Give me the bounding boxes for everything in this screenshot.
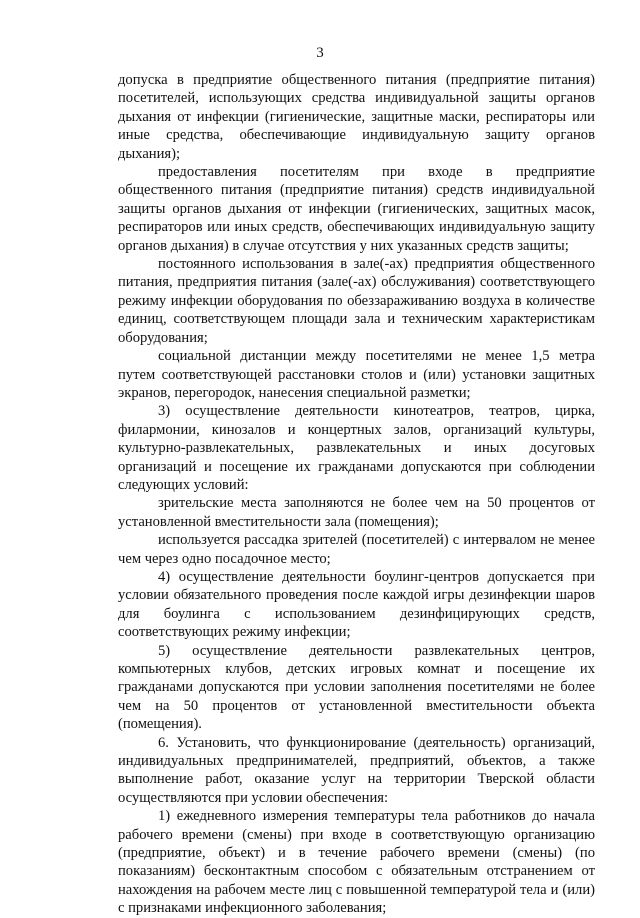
list-item-paragraph: 1) ежедневного измерения температуры тела работников до начала рабочего времени (смены) при входе в соответствующую организацию (предприятие, объект) и в течение рабочего времени (смены) (по показаниям) бесконтактным способом с обязательным отстранением от нахождения на рабочем месте лиц с повышенной температурой тела и (или) с признаками инфекционного заболевания; — [118, 808, 595, 917]
section-paragraph: 6. Установить, что функционирование (деятельность) организаций, индивидуальных предпринимателей, предприятий, объектов, а также выполнение работ, оказание услуг на территории Тверской области осуществляются при условии обеспечения: — [118, 734, 595, 806]
list-item-paragraph: 5) осуществление деятельности развлекательных центров, компьютерных клубов, детских игровых комнат и посещение их гражданами допускаются при условии заполнения посетителями не более чем на 50 процентов от установленной вместительности объекта (помещения). — [118, 642, 595, 733]
paragraph: зрительские места заполняются не более чем на 50 процентов от установленной вместительности зала (помещения); — [118, 495, 595, 530]
paragraph: допуска в предприятие общественного питания (предприятие питания) посетителей, использующих средства индивидуальной защиты органов дыхания от инфекции (гигиенические, защитные маски, респираторы или иные средства, обеспечивающие индивидуальную защиту органов дыхания); — [118, 72, 595, 162]
paragraph: предоставления посетителям при входе в предприятие общественного питания (предприятие питания) средств индивидуальной защиты органов дыхания от инфекции (гигиенических, защитных масок, респираторов или иных средств, обеспечивающих индивидуальную защиту органов дыхания) в случае отсутствия у них указанных средств защиты; — [118, 164, 595, 254]
paragraph: используется рассадка зрителей (посетителей) с интервалом не менее чем через одно посадочное место; — [118, 532, 595, 567]
list-item-paragraph: 4) осуществление деятельности боулинг-центров допускается при условии обязательного проведения после каждой игры дезинфекции шаров для боулинга с использованием дезинфицирующих средств, соответствующих режиму инфекции; — [118, 568, 595, 641]
paragraph: постоянного использования в зале(-ах) предприятия общественного питания, предприятия питания (зале(-ах) обслуживания) соответствующего режиму инфекции оборудования по обеззараживанию воздуха в количестве единиц, соответствующем площади зала и техническим характеристикам оборудования; — [118, 256, 595, 346]
page-number: 3 — [316, 45, 324, 61]
list-item-paragraph: 3) осуществление деятельности кинотеатров, театров, цирка, филармонии, кинозалов и концертных залов, организаций культуры, культурно-развлекательных, развлекательных и иных досуговых организаций и посещение их гражданами допускаются при соблюдении следующих условий: — [118, 403, 595, 493]
paragraph: социальной дистанции между посетителями не менее 1,5 метра путем соответствующей расстановки столов и (или) установки защитных экранов, перегородок, нанесения специальной разметки; — [118, 348, 595, 401]
body-text — [118, 71, 595, 918]
